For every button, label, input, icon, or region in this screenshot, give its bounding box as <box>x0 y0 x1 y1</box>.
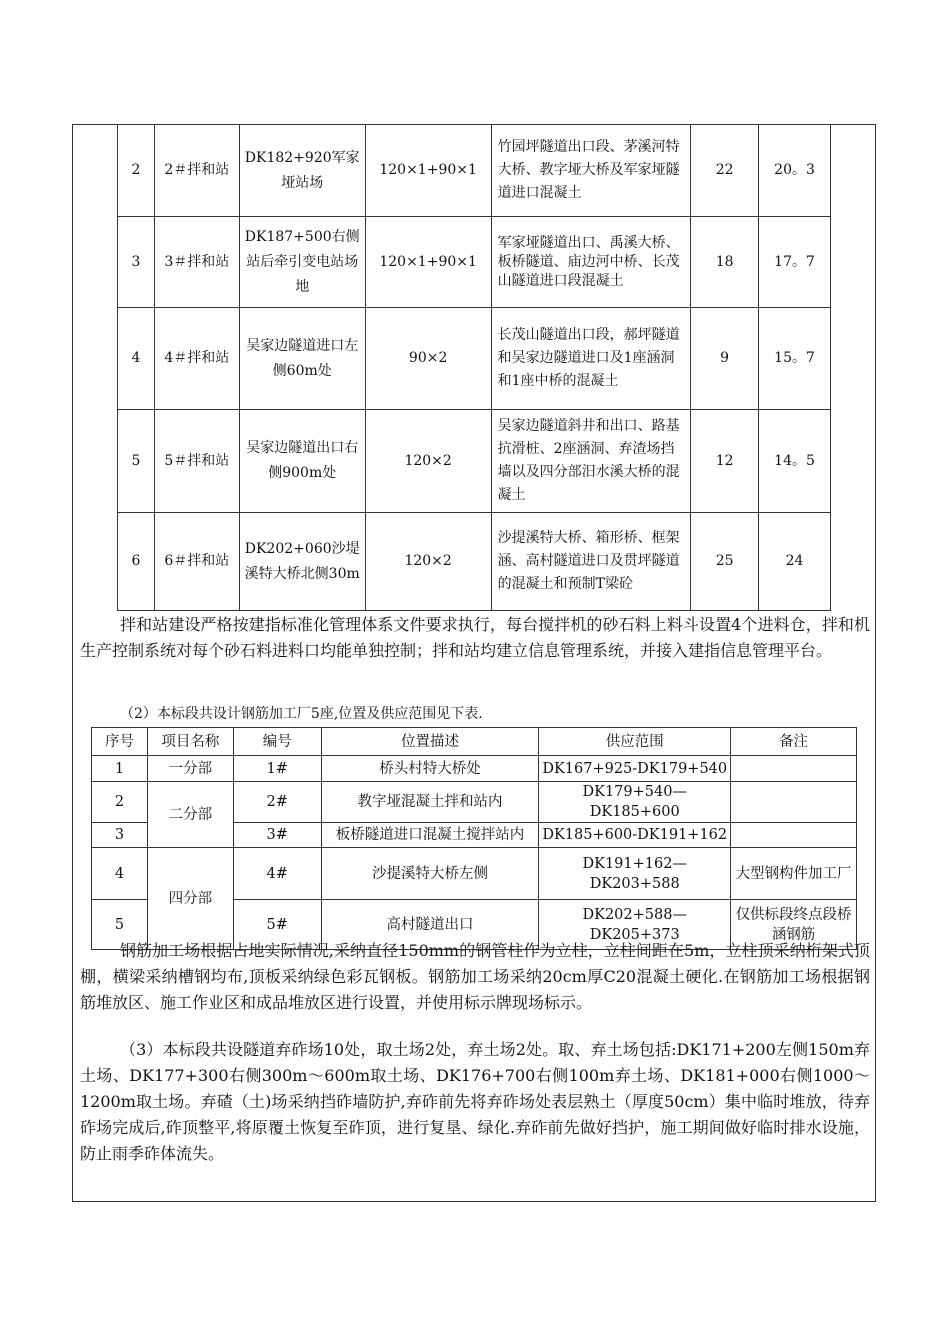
row-no: 3 <box>92 823 148 848</box>
station-location: 吴家边隧道出口右侧900m处 <box>239 410 365 513</box>
station-name: 2＃拌和站 <box>154 125 239 217</box>
supply-scope: 沙提溪特大桥、箱形桥、框架涵、高村隧道进口及贯坪隧道的混凝土和预制T梁砼 <box>491 513 691 611</box>
station-capacity: 120×1+90×1 <box>365 217 491 308</box>
factory-location: 桥头村特大桥处 <box>321 756 539 782</box>
rebar-factory-table <box>91 727 857 950</box>
header-no: 序号 <box>92 728 148 756</box>
table-row <box>118 410 831 513</box>
station-capacity: 120×2 <box>365 410 491 513</box>
table-header-row <box>92 728 857 756</box>
note: 大型钢构件加工厂 <box>731 848 857 900</box>
station-value-b: 17。7 <box>759 217 831 308</box>
table-row <box>92 782 857 823</box>
station-value-b: 15。7 <box>759 308 831 410</box>
station-name: 3＃拌和站 <box>154 217 239 308</box>
note: 仅供标段终点段桥涵钢筋 <box>731 900 857 950</box>
supply-scope: 军家垭隧道出口、禹溪大桥、板桥隧道、庙边河中桥、长茂山隧道进口段混凝土 <box>491 217 691 308</box>
factory-location: 沙提溪特大桥左侧 <box>321 848 539 900</box>
row-no: 5 <box>118 410 155 513</box>
factory-location: 教字垭混凝土拌和站内 <box>321 782 539 823</box>
project-name: 四分部 <box>147 848 233 950</box>
station-capacity: 120×2 <box>365 513 491 611</box>
station-name: 4＃拌和站 <box>154 308 239 410</box>
station-name: 6＃拌和站 <box>154 513 239 611</box>
station-name: 5＃拌和站 <box>154 410 239 513</box>
factory-code: 1# <box>233 756 321 782</box>
factory-code: 3# <box>233 823 321 848</box>
station-value-a: 22 <box>691 125 759 217</box>
supply-range: DK202+588—DK205+373 <box>539 900 731 950</box>
station-value-b: 20。3 <box>759 125 831 217</box>
supply-range: DK191+162—DK203+588 <box>539 848 731 900</box>
rebar-factory-intro: （2）本标段共设计钢筋加工厂5座,位置及供应范围见下表. <box>120 706 483 722</box>
project-name: 一分部 <box>147 756 233 782</box>
station-capacity: 120×1+90×1 <box>365 125 491 217</box>
row-no: 4 <box>92 848 148 900</box>
mixing-station-paragraph: 拌和站建设严格按建指标准化管理体系文件要求执行，每台搅拌机的砂石料上料斗设置4个进料仓，拌和机生产控制系统对每个砂石料进料口均能单独控制；拌和站均建立信息管理系统，并接入建指信息管理平台。 <box>80 615 870 660</box>
table-row <box>118 125 831 217</box>
factory-code: 2# <box>233 782 321 823</box>
row-no: 4 <box>118 308 155 410</box>
table-row <box>118 513 831 611</box>
station-location: DK182+920军家垭站场 <box>239 125 365 217</box>
station-capacity: 90×2 <box>365 308 491 410</box>
supply-scope: 吴家边隧道斜井和出口、路基抗滑桩、2座涵洞、弃渣场挡墙以及四分部汨水溪大桥的混凝土 <box>491 410 691 513</box>
table-row <box>118 217 831 308</box>
header-note: 备注 <box>731 728 857 756</box>
row-no: 6 <box>118 513 155 611</box>
factory-code: 4# <box>233 848 321 900</box>
station-value-a: 12 <box>691 410 759 513</box>
station-value-b: 14。5 <box>759 410 831 513</box>
station-value-a: 18 <box>691 217 759 308</box>
supply-scope: 长茂山隧道出口段，郝坪隧道和吴家边隧道进口及1座涵洞和1座中桥的混凝土 <box>491 308 691 410</box>
factory-code: 5# <box>233 900 321 950</box>
factory-location: 板桥隧道进口混凝土搅拌站内 <box>321 823 539 848</box>
station-location: DK202+060沙堤溪特大桥北侧30m <box>239 513 365 611</box>
spoil-yard-paragraph: （3）本标段共设隧道弃砟场10处，取土场2处，弃土场2处。取、弃土场包括:DK171+200左侧150m弃土场、DK177+300右侧300m～600m取土场、DK176+700右侧100m弃土场、DK181+000右侧1000～1200m取土场。弃碴（土)场采纳挡砟墙防护,弃砟前先将弃砟场处表层熟土（厚度50cm）集中临时堆放，待弃砟场完成后,砟顶整平,将原覆土恢复至砟顶，进行复垦、绿化.弃砟前先做好挡护，施工期间做好临时排水设施，防止雨季砟体流失。 <box>80 1040 870 1163</box>
row-no: 5 <box>92 900 148 950</box>
row-no: 1 <box>92 756 148 782</box>
mixing-station-table <box>117 124 831 611</box>
note <box>731 756 857 782</box>
note <box>731 823 857 848</box>
note <box>731 782 857 823</box>
header-project: 项目名称 <box>147 728 233 756</box>
header-range: 供应范围 <box>539 728 731 756</box>
supply-scope: 竹园坪隧道出口段、茅溪河特大桥、教字垭大桥及军家垭隧道进口混凝土 <box>491 125 691 217</box>
supply-range: DK185+600-DK191+162 <box>539 823 731 848</box>
row-no: 2 <box>92 782 148 823</box>
station-location: DK187+500右侧站后牵引变电站场地 <box>239 217 365 308</box>
header-location: 位置描述 <box>321 728 539 756</box>
table-row <box>92 848 857 900</box>
station-value-a: 9 <box>691 308 759 410</box>
supply-range: DK167+925-DK179+540 <box>539 756 731 782</box>
rebar-yard-paragraph: 钢筋加工场根据占地实际情况,采纳直径150mm的钢管柱作为立柱，立柱间距在5m，立柱顶采纳桁架式顶棚，横梁采纳槽钢均布,顶板采纳绿色彩瓦钢板。钢筋加工场采纳20cm厚C20混凝土硬化.在钢筋加工场根据钢筋堆放区、施工作业区和成品堆放区进行设置，并使用标示牌现场标示。 <box>80 941 870 1012</box>
station-location: 吴家边隧道进口左侧60m处 <box>239 308 365 410</box>
project-name: 二分部 <box>147 782 233 848</box>
supply-range: DK179+540—DK185+600 <box>539 782 731 823</box>
table-row <box>118 308 831 410</box>
row-no: 2 <box>118 125 155 217</box>
station-value-a: 25 <box>691 513 759 611</box>
factory-location: 高村隧道出口 <box>321 900 539 950</box>
table-row <box>92 756 857 782</box>
header-code: 编号 <box>233 728 321 756</box>
station-value-b: 24 <box>759 513 831 611</box>
row-no: 3 <box>118 217 155 308</box>
